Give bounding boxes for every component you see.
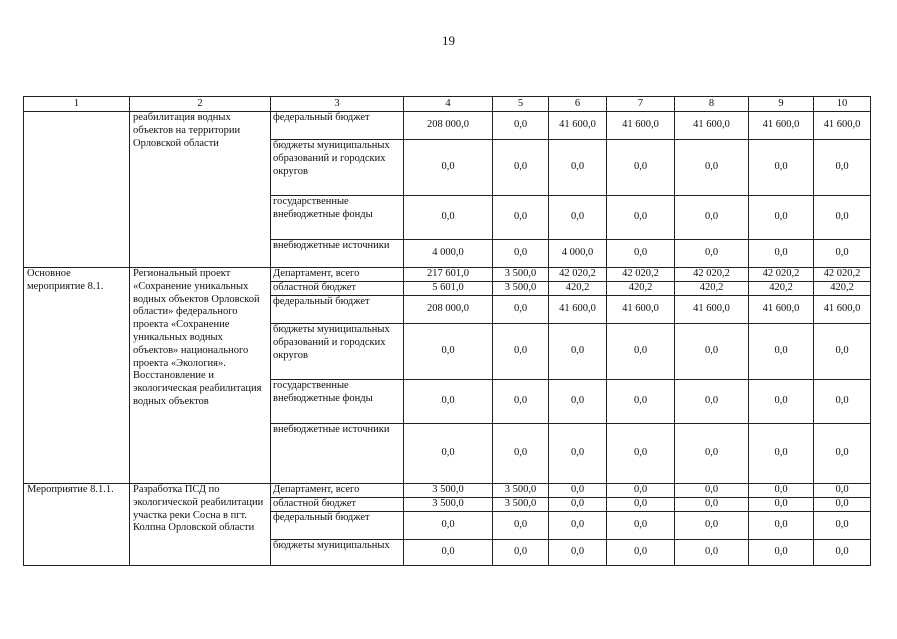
- amount-cell: 42 020,2: [675, 268, 749, 282]
- amount-cell: 41 600,0: [675, 112, 749, 140]
- amount-cell: 0,0: [675, 196, 749, 240]
- header-cell: 10: [814, 97, 871, 112]
- funding-source-cell: Департамент, всего: [271, 268, 404, 282]
- table-row: [24, 112, 871, 140]
- amount-cell: 420,2: [549, 282, 607, 296]
- event-name-cell: реабилитация водных объектов на территории Орловской области: [130, 112, 271, 268]
- event-name-cell: Региональный проект «Сохранение уникальных водных объектов Орловской области» федерального проекта «Сохранение уникальных водных объектов» национального проекта «Экология». Восстановление и экологическая реабилитация водных объектов: [130, 268, 271, 484]
- funding-source-cell: Департамент, всего: [271, 484, 404, 498]
- amount-cell: 3 500,0: [493, 498, 549, 512]
- amount-cell: 0,0: [549, 380, 607, 424]
- amount-cell: 42 020,2: [749, 268, 814, 282]
- header-cell: 4: [404, 97, 493, 112]
- amount-cell: 0,0: [493, 112, 549, 140]
- table-body: [24, 97, 871, 566]
- header-row: [24, 97, 871, 112]
- amount-cell: 0,0: [607, 498, 675, 512]
- amount-cell: 0,0: [749, 498, 814, 512]
- header-cell: 5: [493, 97, 549, 112]
- amount-cell: 41 600,0: [549, 112, 607, 140]
- funding-source-cell: бюджеты муниципальных образований и городских округов: [271, 324, 404, 380]
- amount-cell: 208 000,0: [404, 296, 493, 324]
- amount-cell: 41 600,0: [749, 296, 814, 324]
- amount-cell: 0,0: [675, 140, 749, 196]
- amount-cell: 41 600,0: [814, 112, 871, 140]
- amount-cell: 0,0: [404, 140, 493, 196]
- amount-cell: 0,0: [404, 512, 493, 540]
- funding-source-cell: государственные внебюджетные фонды: [271, 196, 404, 240]
- amount-cell: 41 600,0: [607, 112, 675, 140]
- amount-cell: 0,0: [749, 196, 814, 240]
- event-code-cell: [24, 112, 130, 268]
- header-cell: 1: [24, 97, 130, 112]
- amount-cell: 3 500,0: [404, 484, 493, 498]
- amount-cell: 0,0: [607, 484, 675, 498]
- amount-cell: 5 601,0: [404, 282, 493, 296]
- amount-cell: 0,0: [493, 296, 549, 324]
- amount-cell: 0,0: [607, 540, 675, 566]
- amount-cell: 3 500,0: [404, 498, 493, 512]
- amount-cell: 3 500,0: [493, 268, 549, 282]
- amount-cell: 0,0: [749, 540, 814, 566]
- amount-cell: 0,0: [814, 484, 871, 498]
- amount-cell: 41 600,0: [607, 296, 675, 324]
- header-cell: 7: [607, 97, 675, 112]
- amount-cell: 0,0: [549, 512, 607, 540]
- amount-cell: 0,0: [404, 424, 493, 484]
- amount-cell: 0,0: [675, 498, 749, 512]
- amount-cell: 0,0: [549, 424, 607, 484]
- funding-source-cell: областной бюджет: [271, 498, 404, 512]
- amount-cell: 0,0: [814, 140, 871, 196]
- funding-source-cell: федеральный бюджет: [271, 512, 404, 540]
- table-row: [24, 268, 871, 282]
- amount-cell: 0,0: [404, 324, 493, 380]
- amount-cell: 4 000,0: [404, 240, 493, 268]
- amount-cell: 0,0: [549, 324, 607, 380]
- amount-cell: 0,0: [549, 484, 607, 498]
- funding-source-cell: федеральный бюджет: [271, 296, 404, 324]
- amount-cell: 208 000,0: [404, 112, 493, 140]
- amount-cell: 41 600,0: [814, 296, 871, 324]
- amount-cell: 42 020,2: [549, 268, 607, 282]
- amount-cell: 0,0: [675, 380, 749, 424]
- amount-cell: 0,0: [549, 196, 607, 240]
- amount-cell: 3 500,0: [493, 484, 549, 498]
- amount-cell: 0,0: [493, 424, 549, 484]
- header-cell: 8: [675, 97, 749, 112]
- amount-cell: 0,0: [493, 240, 549, 268]
- amount-cell: 0,0: [404, 380, 493, 424]
- amount-cell: 0,0: [607, 196, 675, 240]
- amount-cell: 0,0: [814, 324, 871, 380]
- amount-cell: 0,0: [675, 240, 749, 268]
- amount-cell: 0,0: [749, 380, 814, 424]
- amount-cell: 0,0: [814, 240, 871, 268]
- amount-cell: 41 600,0: [749, 112, 814, 140]
- amount-cell: 420,2: [749, 282, 814, 296]
- amount-cell: 420,2: [607, 282, 675, 296]
- amount-cell: 41 600,0: [675, 296, 749, 324]
- amount-cell: 0,0: [749, 140, 814, 196]
- amount-cell: 0,0: [814, 380, 871, 424]
- amount-cell: 0,0: [493, 196, 549, 240]
- amount-cell: 0,0: [749, 424, 814, 484]
- event-name-cell: Разработка ПСД по экологической реабилитации участка реки Сосна в пгт. Колпна Орловской области: [130, 484, 271, 566]
- amount-cell: 0,0: [814, 424, 871, 484]
- header-cell: 6: [549, 97, 607, 112]
- amount-cell: 42 020,2: [607, 268, 675, 282]
- event-code-cell: Основное мероприятие 8.1.: [24, 268, 130, 484]
- amount-cell: 0,0: [549, 140, 607, 196]
- amount-cell: 0,0: [749, 512, 814, 540]
- amount-cell: 0,0: [493, 140, 549, 196]
- amount-cell: 0,0: [493, 380, 549, 424]
- amount-cell: 0,0: [675, 540, 749, 566]
- funding-source-cell: государственные внебюджетные фонды: [271, 380, 404, 424]
- funding-source-cell: внебюджетные источники: [271, 424, 404, 484]
- table-row: [24, 484, 871, 498]
- header-cell: 3: [271, 97, 404, 112]
- amount-cell: 217 601,0: [404, 268, 493, 282]
- funding-source-cell: бюджеты муниципальных образований и городских округов: [271, 140, 404, 196]
- header-cell: 9: [749, 97, 814, 112]
- amount-cell: 0,0: [814, 540, 871, 566]
- amount-cell: 0,0: [675, 324, 749, 380]
- amount-cell: 0,0: [749, 240, 814, 268]
- amount-cell: 0,0: [493, 324, 549, 380]
- amount-cell: 0,0: [493, 540, 549, 566]
- amount-cell: 420,2: [675, 282, 749, 296]
- amount-cell: 0,0: [607, 140, 675, 196]
- amount-cell: 0,0: [814, 196, 871, 240]
- amount-cell: 0,0: [675, 512, 749, 540]
- amount-cell: 0,0: [549, 540, 607, 566]
- amount-cell: 0,0: [607, 424, 675, 484]
- funding-source-cell: бюджеты муниципальных: [271, 540, 404, 566]
- amount-cell: 4 000,0: [549, 240, 607, 268]
- event-code-cell: Мероприятие 8.1.1.: [24, 484, 130, 566]
- budget-table: [23, 96, 871, 566]
- amount-cell: 0,0: [675, 424, 749, 484]
- funding-source-cell: федеральный бюджет: [271, 112, 404, 140]
- amount-cell: 3 500,0: [493, 282, 549, 296]
- amount-cell: 0,0: [607, 380, 675, 424]
- amount-cell: 0,0: [749, 324, 814, 380]
- amount-cell: 0,0: [749, 484, 814, 498]
- amount-cell: 0,0: [493, 512, 549, 540]
- funding-source-cell: внебюджетные источники: [271, 240, 404, 268]
- amount-cell: 0,0: [607, 324, 675, 380]
- amount-cell: 0,0: [814, 512, 871, 540]
- header-cell: 2: [130, 97, 271, 112]
- amount-cell: 42 020,2: [814, 268, 871, 282]
- amount-cell: 0,0: [607, 512, 675, 540]
- amount-cell: 41 600,0: [549, 296, 607, 324]
- amount-cell: 0,0: [607, 240, 675, 268]
- amount-cell: 0,0: [404, 196, 493, 240]
- amount-cell: 0,0: [404, 540, 493, 566]
- amount-cell: 0,0: [814, 498, 871, 512]
- page-number: 19: [442, 33, 455, 48]
- amount-cell: 420,2: [814, 282, 871, 296]
- amount-cell: 0,0: [675, 484, 749, 498]
- funding-source-cell: областной бюджет: [271, 282, 404, 296]
- amount-cell: 0,0: [549, 498, 607, 512]
